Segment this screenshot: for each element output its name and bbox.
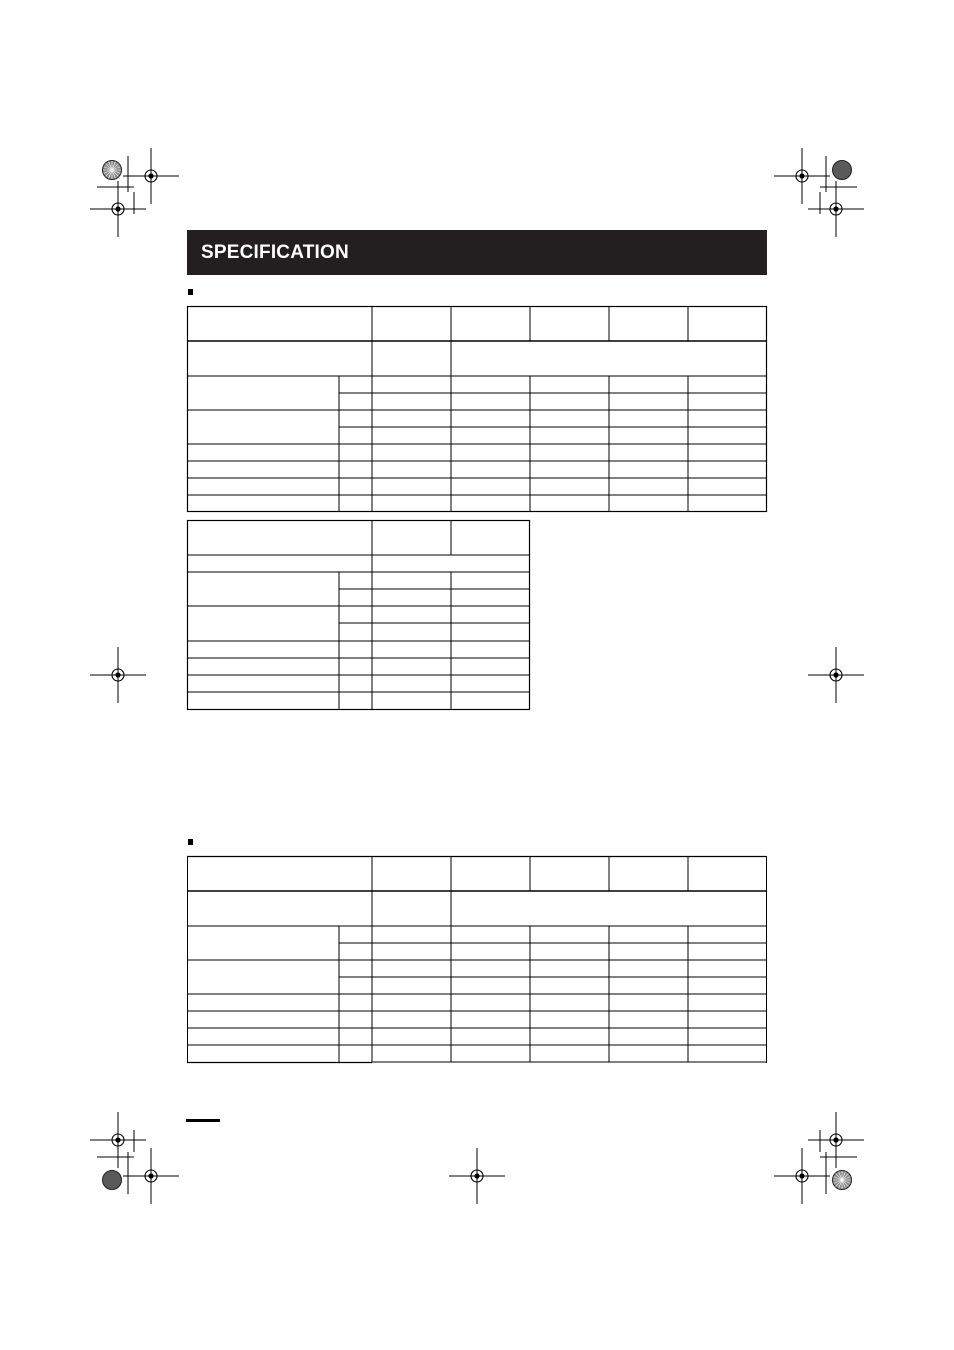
color-calibration-circle-icon — [833, 1171, 852, 1190]
color-calibration-circle-icon — [103, 161, 122, 180]
registration-crosshair-icon — [449, 1148, 505, 1204]
registration-crosshair-icon — [808, 181, 864, 237]
bottom-left-registration-marks — [90, 1112, 179, 1204]
color-calibration-circle-icon — [833, 161, 852, 180]
registration-crosshair-icon — [123, 148, 179, 204]
page-title: SPECIFICATION — [201, 241, 349, 263]
registration-crosshair-icon — [808, 647, 864, 703]
top-left-registration-marks — [90, 148, 179, 237]
registration-crosshair-icon — [774, 148, 830, 204]
top-right-registration-marks — [774, 148, 864, 237]
color-calibration-circle-icon — [103, 1171, 122, 1190]
registration-crosshair-icon — [808, 1112, 864, 1168]
bottom-right-registration-marks — [774, 1112, 864, 1204]
registration-crosshair-icon — [90, 1112, 146, 1168]
bottom-center-registration-mark — [449, 1148, 505, 1204]
registration-crosshair-icon — [90, 181, 146, 237]
registration-crosshair-icon — [774, 1148, 830, 1204]
left-middle-registration-mark — [90, 647, 146, 703]
right-middle-registration-mark — [808, 647, 864, 703]
registration-crosshair-icon — [123, 1148, 179, 1204]
registration-crosshair-icon — [90, 647, 146, 703]
